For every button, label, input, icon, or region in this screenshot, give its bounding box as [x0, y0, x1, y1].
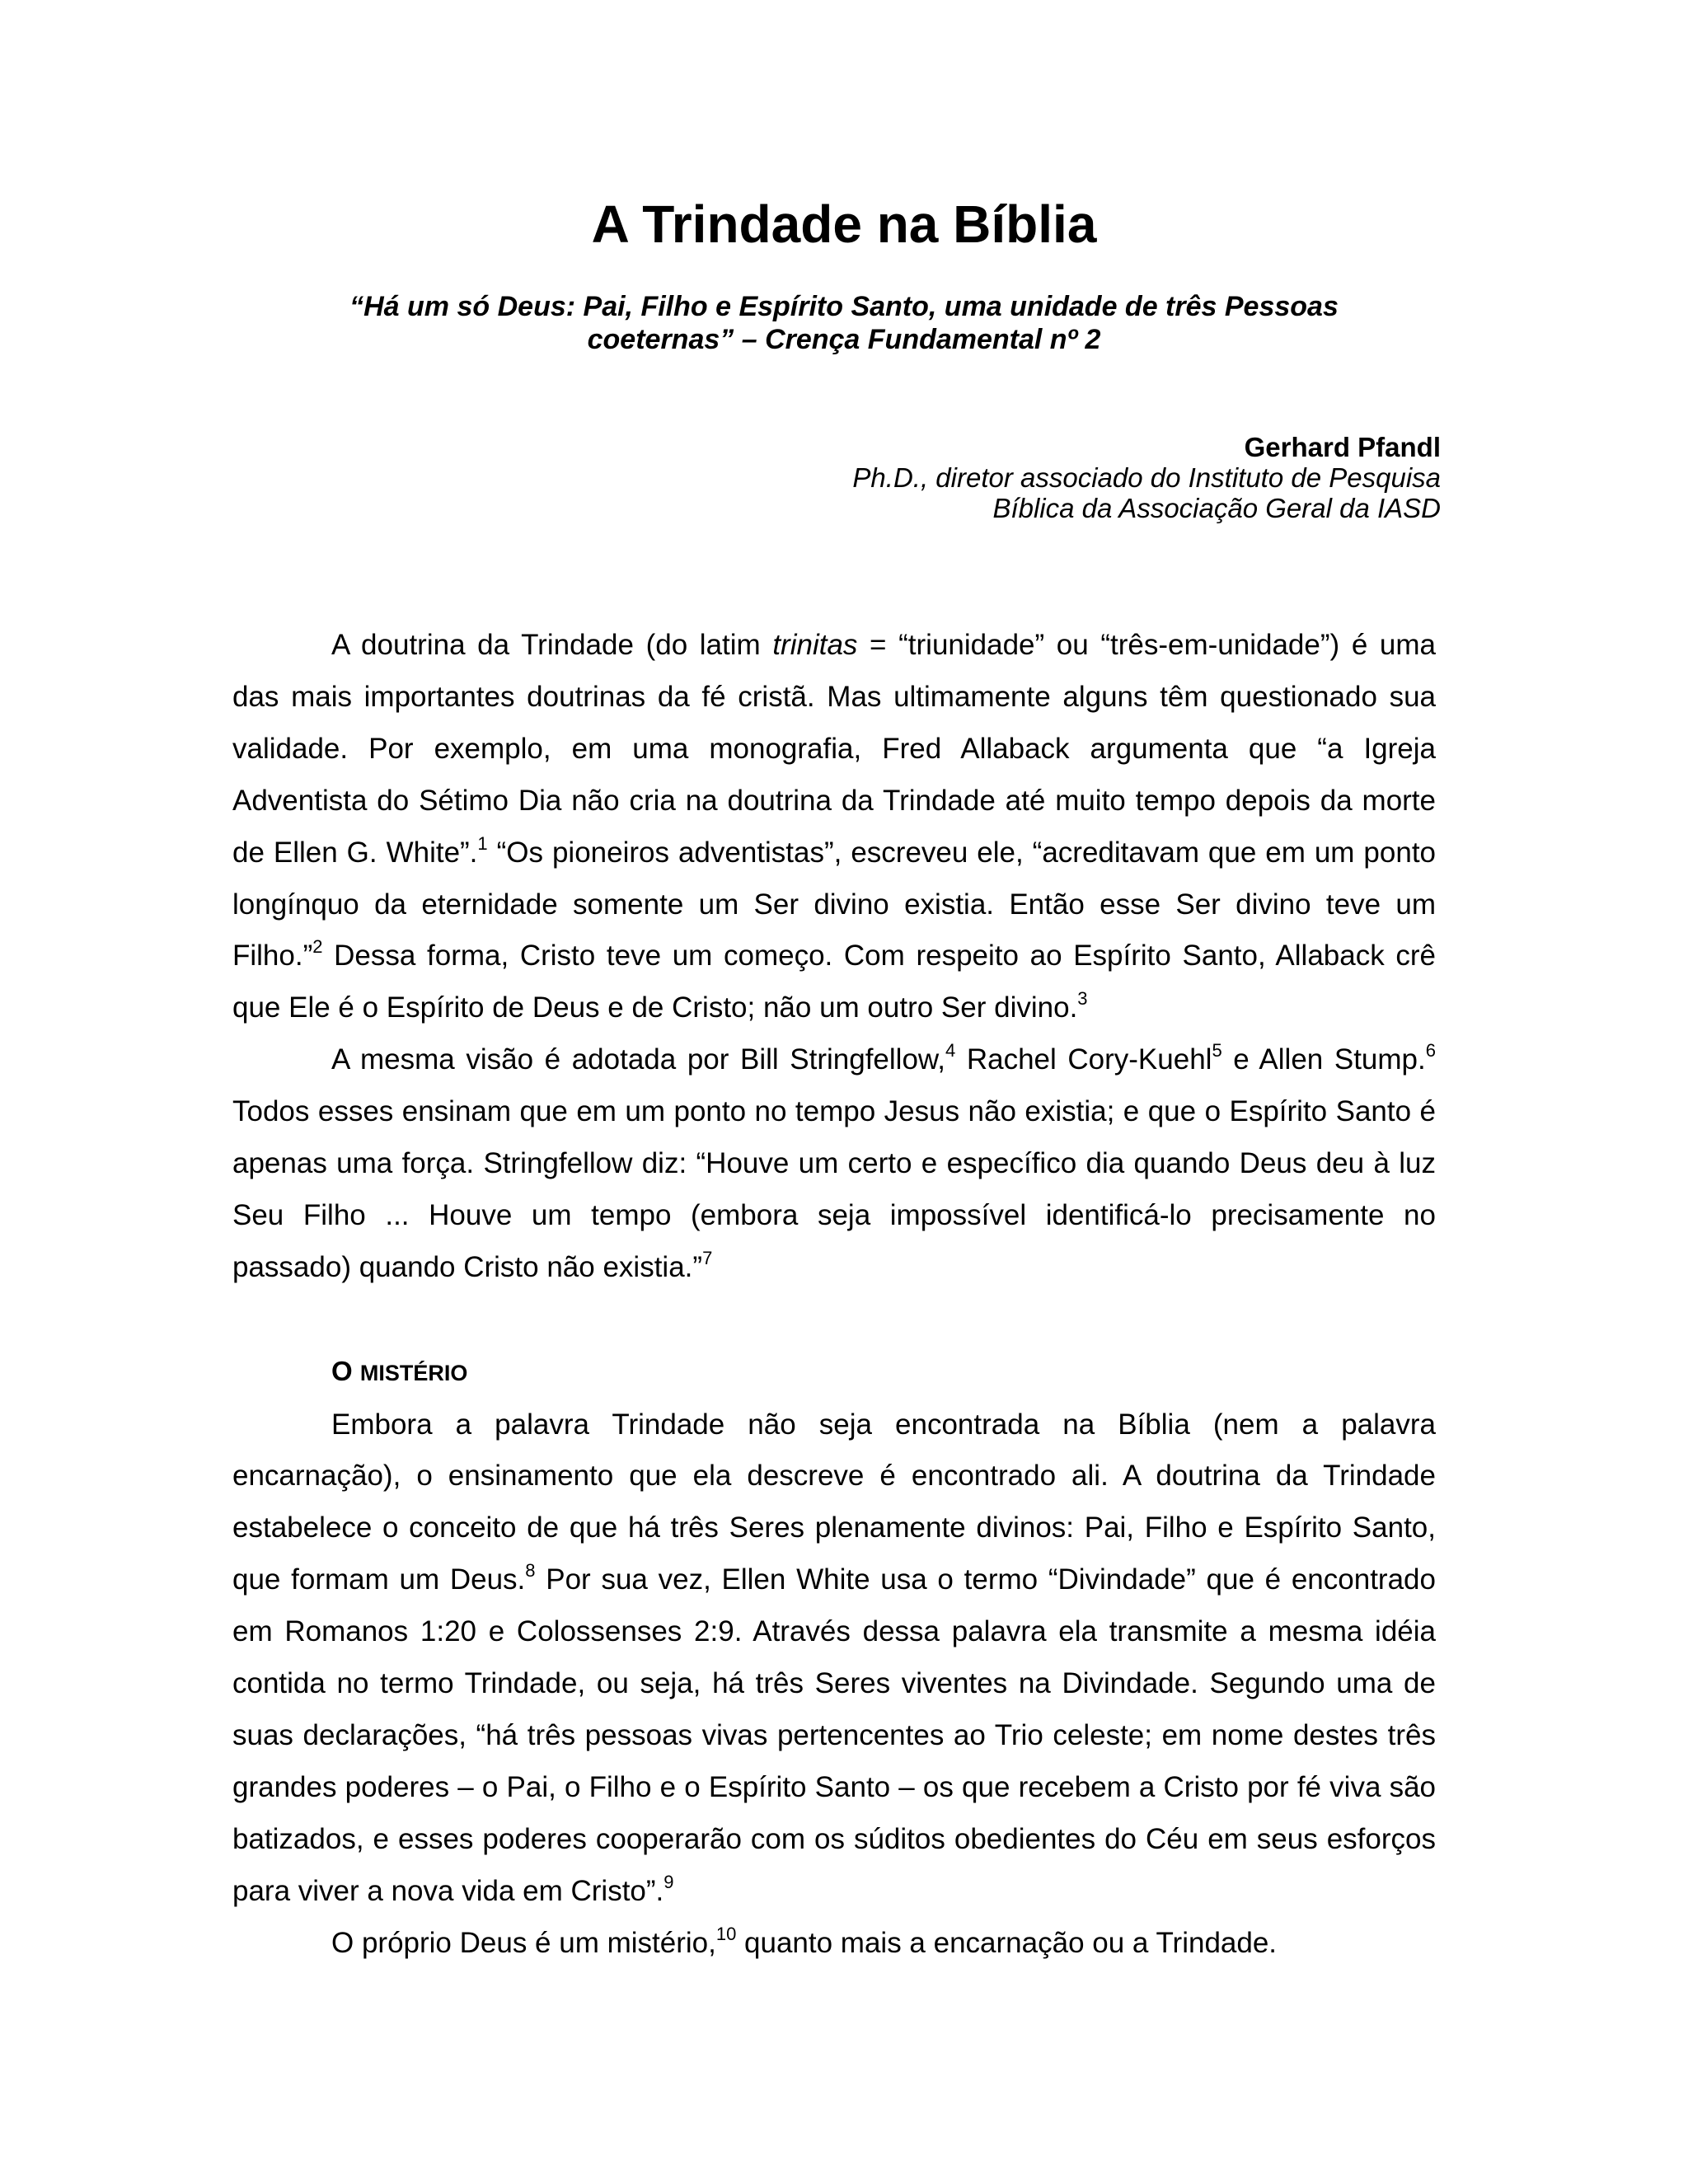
body-text	[232, 620, 1436, 1970]
author-role-line-2: Bíblica da Associação Geral da IASD	[992, 493, 1441, 523]
heading-initial: O	[331, 1355, 360, 1386]
text-run: = “triunidade” ou “três-em-unidade”) é uma das mais importantes doutrinas da fé cristã. Mas ultimamente alguns têm questionado sua validade. Por exemplo, em uma monografia, Fred Allaback argumenta que “a Igreja Adventista do Sétimo Dia não cria na doutrina da Trindade até muito tempo depois da morte de Ellen G. White”.	[232, 629, 1436, 869]
text-run: A mesma visão é adotada por Bill Stringfellow,	[331, 1043, 945, 1076]
section-heading	[232, 1346, 1436, 1399]
epigraph-line-2: coeternas” – Crença Fundamental nº 2	[587, 324, 1101, 355]
author-role-line-1: Ph.D., diretor associado do Instituto de Pesquisa	[852, 462, 1441, 493]
footnote-ref-4[interactable]: 4	[945, 1040, 956, 1062]
paragraph-2	[232, 1034, 1436, 1294]
text-run: A doutrina da Trindade (do latim	[331, 629, 773, 661]
paragraph-3	[232, 1399, 1436, 1918]
paragraph-4	[232, 1918, 1436, 1970]
footnote-ref-1[interactable]: 1	[477, 832, 488, 854]
footnote-ref-8[interactable]: 8	[525, 1560, 536, 1582]
text-run: Rachel Cory-Kuehl	[955, 1043, 1212, 1076]
text-run: Embora a palavra Trindade não seja encontrada na Bíblia (nem a palavra encarnação), o ensinamento que ela descreve é encontrado ali. A doutrina da Trindade estabelece o conceito de que há três Seres plenamente divinos: Pai, Filho e Espírito Santo, que formam um Deus.	[232, 1408, 1436, 1596]
footnote-ref-3[interactable]: 3	[1077, 988, 1088, 1010]
text-run: Todos esses ensinam que em um ponto no tempo Jesus não existia; e que o Espírito Santo é apenas uma força. Stringfellow diz: “Houve um certo e específico dia quando Deus deu à luz Seu Filho ... Houve um tempo (embora seja impossível identificá-lo precisamente no passado) quando Cristo não existia.”	[232, 1095, 1436, 1283]
text-run: Por sua vez, Ellen White usa o termo “Divindade” que é encontrado em Romanos 1:20 e Colossenses 2:9. Através dessa palavra ela transmite a mesma idéia contida no termo Trindade, ou seja, há três Seres viventes na Divindade. Segundo uma de suas declarações, “há três pessoas vivas pertencentes ao Trio celeste; em nome destes três grandes poderes – o Pai, o Filho e o Espírito Santo – os que recebem a Cristo por fé viva são batizados, e esses poderes cooperarão com os súditos obedientes do Céu em seus esforços para viver a nova vida em Cristo”.	[232, 1563, 1436, 1907]
footnote-ref-5[interactable]: 5	[1212, 1040, 1222, 1062]
footnote-ref-9[interactable]: 9	[663, 1871, 674, 1892]
footnote-ref-6[interactable]: 6	[1425, 1040, 1436, 1062]
text-run: e Allen Stump.	[1221, 1043, 1426, 1076]
text-run: O próprio Deus é um mistério,	[331, 1926, 716, 1959]
author-name: Gerhard Pfandl	[1244, 432, 1441, 462]
paragraph-1	[232, 620, 1436, 1034]
text-run: “Os pioneiros adventistas”, escreveu ele, “acreditavam que em um ponto longínquo da eternidade somente um Ser divino existia. Então esse Ser divino teve um Filho.”	[232, 836, 1437, 972]
text-run: Dessa forma, Cristo teve um começo. Com respeito ao Espírito Santo, Allaback crê que Ele é o Espírito de Deus e de Cristo; não um outro Ser divino.	[232, 940, 1436, 1024]
footnote-ref-10[interactable]: 10	[715, 1923, 737, 1944]
footnote-ref-2[interactable]: 2	[312, 936, 323, 958]
author-block	[699, 432, 1441, 523]
heading-rest: MISTÉRIO	[359, 1360, 468, 1385]
epigraph	[280, 290, 1408, 356]
text-run: quanto mais a encarnação ou a Trindade.	[736, 1926, 1278, 1959]
footnote-ref-7[interactable]: 7	[702, 1247, 713, 1268]
latin-term: trinitas	[772, 629, 858, 661]
epigraph-line-1: “Há um só Deus: Pai, Filho e Espírito Santo, uma unidade de três Pessoas	[349, 291, 1339, 322]
page-title: A Trindade na Bíblia	[591, 194, 1097, 254]
